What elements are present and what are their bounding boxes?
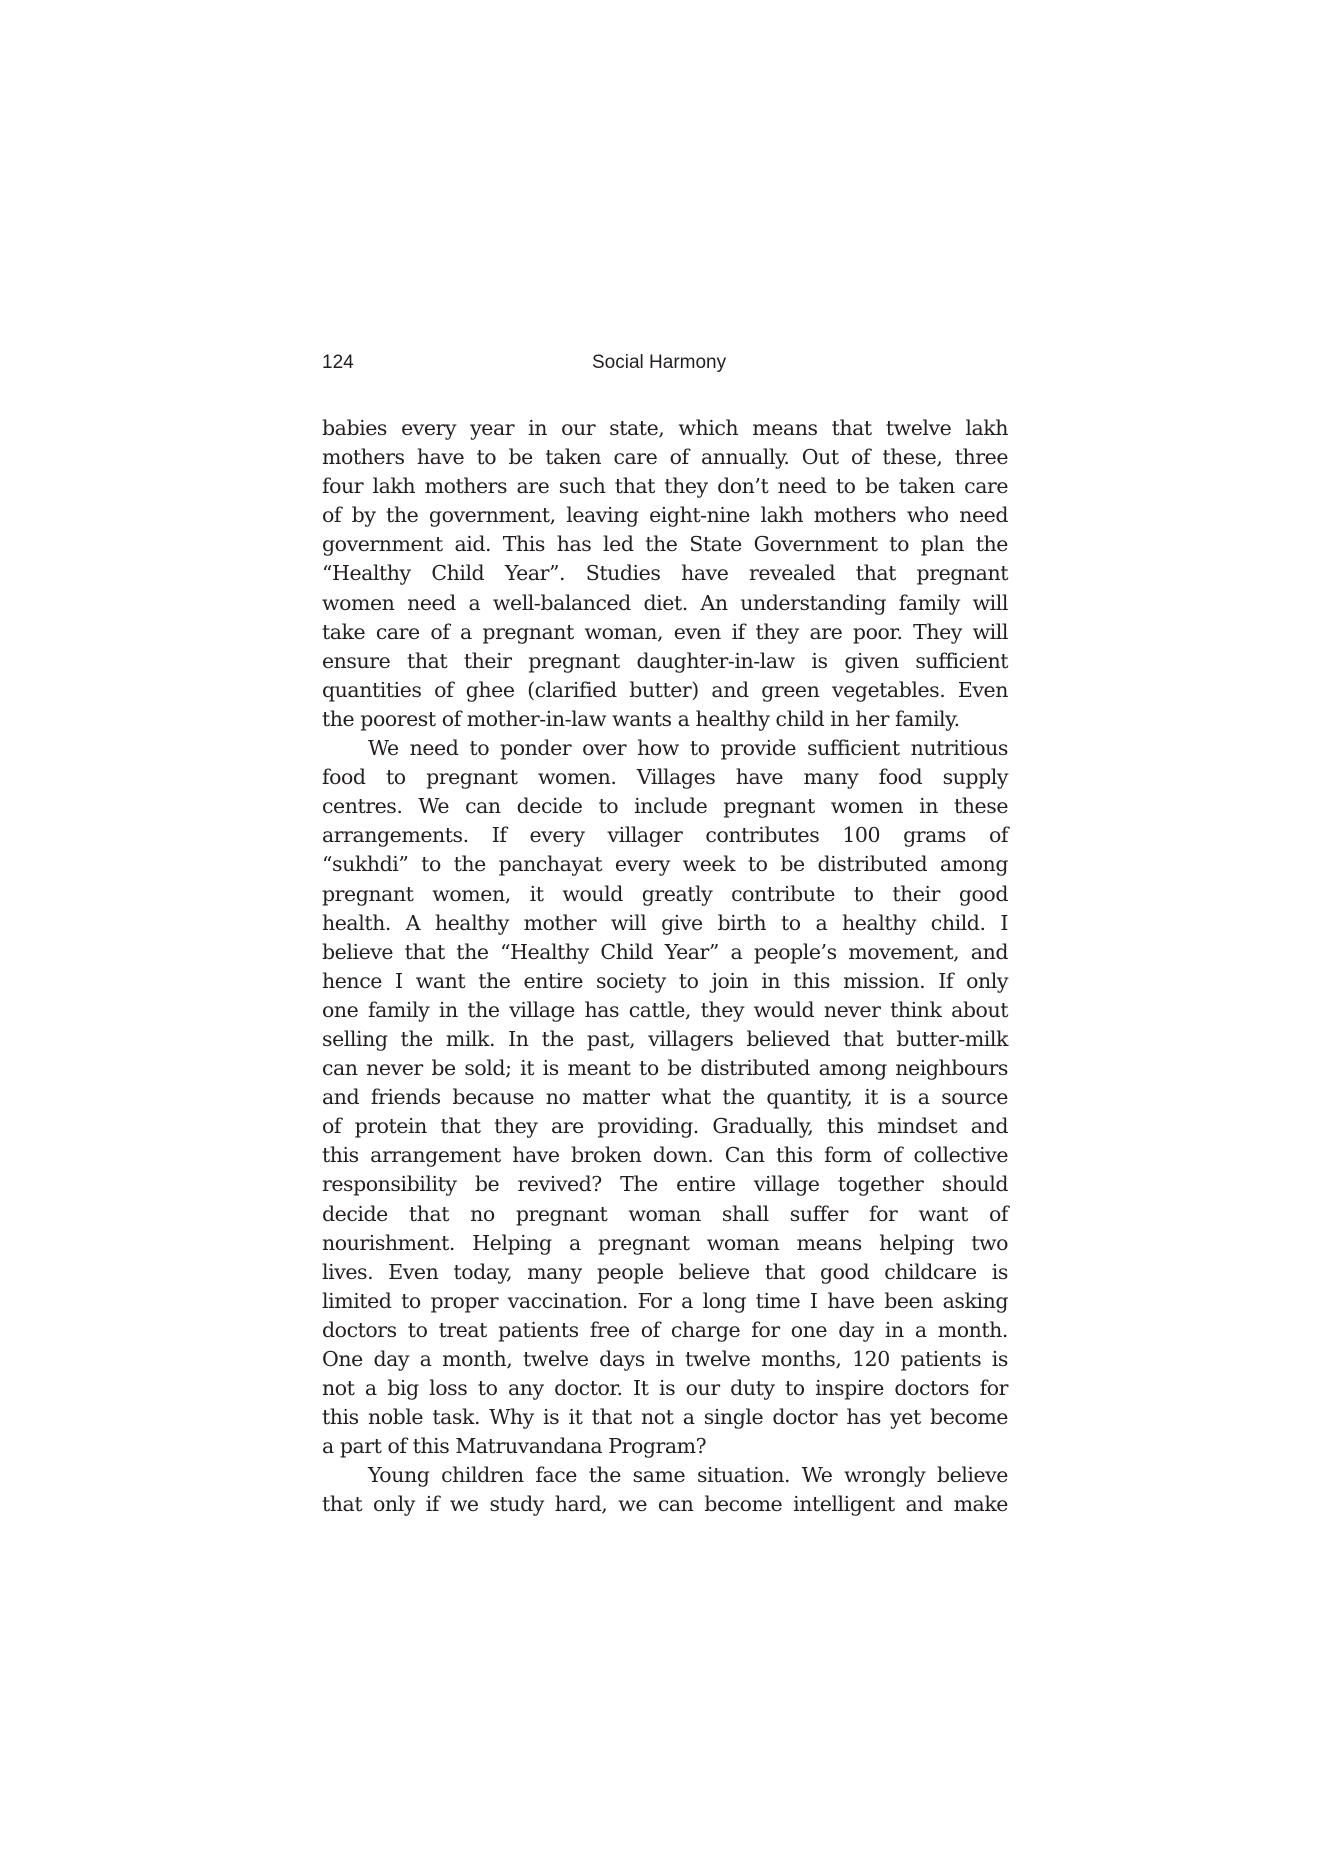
body-text [322,414,1008,1520]
text-line: four lakh mothers are such that they don’t need to be taken care [322,474,1008,499]
text-line: lives. Even today, many people believe that good childcare is [322,1259,1008,1284]
text-line: “sukhdi” to the panchayat every week to be distributed among [322,852,1008,877]
text-line: government aid. This has led the State Government to plan the [322,532,1008,557]
text-line: food to pregnant women. Villages have many food supply [322,765,1008,790]
text-line: doctors to treat patients free of charge for one day in a month. [322,1317,1008,1342]
book-title: Social Harmony [592,352,727,373]
paragraph-2 [322,734,1008,1461]
text-line: centres. We can decide to include pregnant women in these [322,794,1008,819]
text-line: Young children face the same situation. We wrongly believe [368,1463,1008,1488]
text-line: a part of this Matruvandana Program? [322,1434,707,1459]
text-line: this arrangement have broken down. Can this form of collective [322,1143,1008,1168]
text-line: ensure that their pregnant daughter-in-law is given sufficient [322,648,1008,673]
page-number: 124 [322,352,354,373]
text-line: quantities of ghee (clarified butter) and green vegetables. Even [322,677,1008,702]
text-line: One day a month, twelve days in twelve months, 120 patients is [322,1347,1008,1371]
text-line: selling the milk. In the past, villagers believed that butter-milk [322,1026,1008,1051]
text-line: can never be sold; it is meant to be distributed among neighbours [322,1056,1008,1081]
text-line: and friends because no matter what the quantity, it is a source [322,1085,1008,1110]
text-line: “Healthy Child Year”. Studies have revealed that pregnant [322,561,1008,586]
text-line: the poorest of mother-in-law wants a healthy child in her family. [322,706,960,731]
text-line: We need to ponder over how to provide sufficient nutritious [368,736,1008,761]
text-line: arrangements. If every villager contributes 100 grams of [322,823,1008,848]
text-line: nourishment. Helping a pregnant woman means helping two [322,1230,1008,1255]
text-line: babies every year in our state, which means that twelve lakh [322,416,1008,440]
text-line: decide that no pregnant woman shall suffer for want of [322,1201,1008,1226]
text-line: not a big loss to any doctor. It is our duty to inspire doctors for [322,1376,1008,1401]
paragraph-3 [322,1461,1008,1519]
text-line: this noble task. Why is it that not a single doctor has yet become [322,1405,1008,1430]
text-line: hence I want the entire society to join in this mission. If only [322,968,1008,993]
text-line: take care of a pregnant woman, even if they are poor. They will [322,619,1008,644]
text-line: health. A healthy mother will give birth to a healthy child. I [322,910,1008,935]
text-line: pregnant women, it would greatly contribute to their good [322,881,1008,906]
text-line: one family in the village has cattle, they would never think about [322,997,1008,1022]
text-line: limited to proper vaccination. For a long time I have been asking [322,1288,1008,1313]
text-line: of by the government, leaving eight-nine lakh mothers who need [322,503,1008,528]
running-head [322,352,1008,382]
text-line: women need a well-balanced diet. An understanding family will [322,590,1008,615]
text-line: that only if we study hard, we can become intelligent and make [322,1492,1008,1517]
text-line: responsibility be revived? The entire village together should [322,1172,1008,1197]
text-line: mothers have to be taken care of annually. Out of these, three [322,445,1008,470]
paragraph-1 [322,414,1008,734]
text-line: of protein that they are providing. Gradually, this mindset and [322,1114,1008,1139]
text-line: believe that the “Healthy Child Year” a people’s movement, and [322,939,1008,964]
